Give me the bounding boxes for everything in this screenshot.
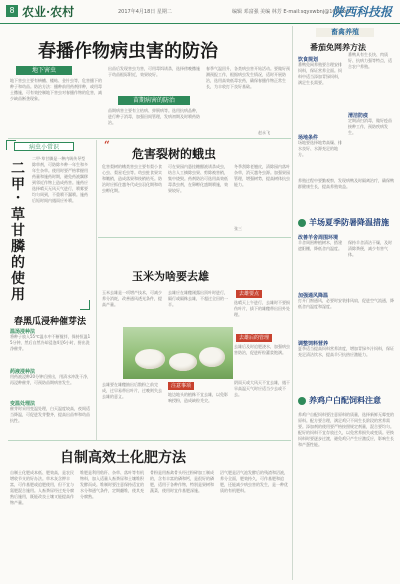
fertilizer-text-1: 自制土化肥成本低、肥效高，是农民增收节支的好办法。草木灰含钾丰富，可作基肥或追肥使用，但不宜与氮肥混合施用。人畜粪尿经过充分腐熟后施用，既能改良土壤又能提高作物产量。 [10,470,74,505]
vertical-title-char: 的 [11,255,25,271]
headline-right-2: 羊场夏季防暑降温措施 [309,218,389,227]
pests-byline: 赵永飞 [258,130,270,135]
corn-text-2: 去雄应在雄穗刚露出顶叶时进行，隔行或隔株去雄，不超过全田的一半。 [168,290,228,307]
right-text-5: 羊舍周围种植树木，搭建遮阳棚，降低舍内温度。 [298,240,342,251]
vertical-title-char: 用 [11,287,25,303]
right-text-8: 夏季适当提高饲料营养浓度，增加青绿多汁饲料，保证充足清洁饮水，提高羊只抗热应激能力。 [298,346,394,357]
right-column-divider [292,26,293,580]
sub-temp-change: 变温处理法 [10,401,36,407]
column-divider [96,140,97,440]
right-text-2: 场地要选择地势高燥、排水良好、水源充足的地方。 [298,140,342,157]
right-text-6: 保持羊舍清洁干燥，及时清除粪便，减少有害气体。 [348,240,392,257]
vertical-title-char: 二 [11,161,25,177]
sub-hygiene: 清洁防疫 [348,113,369,119]
vertical-title-char: 膦 [11,239,25,255]
corn-text-7: 阴雨天或大风天不宜去雄，遇干旱高温天气时应适当少去或不去。 [234,380,290,397]
right-text-1: 番鸭免网养殖要合理安排饲料，保证营养全面。饲料中适当添加青绿饲料，满足生长需要。 [298,62,342,85]
livestock-tag: 畜禽养殖 [316,28,374,37]
fertilizer-text-4: 沼气肥是沼气池发酵后的残渣和沼液，养分全面，肥效持久，可作基肥和追肥，还能减少病虫害的发生，是一种优质的有机肥料。 [220,470,288,493]
editor-line: 编辑 邓富强 美编 林芳 E-mail:sqyxwbnj@163.com [232,9,352,15]
headline-right-3: 养鸡户白配饲料注意 [309,396,381,405]
moth-text-2: 可在果园内悬挂糖醋液诱杀成虫，结合人工摘除虫果、剪除被害梢，集中烧毁。药剂防治可选用高效低毒杀虫剂，在卵孵化盛期喷施，效果较好。 [168,164,228,193]
sub-detassel-points: 去雄要点 [236,290,262,298]
right-text-4: 养殖过程中要勤观察，发现病鸭及时隔离治疗，确保鸭群健康生长，提高养殖效益。 [298,178,394,189]
corn-text-6: 地边地头的植株不宜去雄，以免影响授粉，造成缺粒秃尖。 [168,392,228,403]
heading-bar-chicken [294,394,394,408]
divider-bottom [8,440,291,441]
headline-pests: 春播作物病虫害的防治 [38,41,218,62]
corn-text-3: 选晴天上午进行，去雄时不要损伤叶片，拔下的雄穗带出田外处理。 [234,300,290,317]
sheep-shape [169,353,197,371]
sub-after-care: 去雄后的管理 [236,334,272,342]
pests-text-col1: 地下害虫主要有蛴螬、蝼蛄、金针虫等，危害播下的种子和幼苗。防治方法：播种前用药剂拌种，或用毒土撒施，可有效控制地下害虫对春播作物的危害，减少缺苗断垄现象。 [10,78,102,101]
sub-heading-underground-pests: 地下害虫 [16,66,72,75]
frame-corner [80,300,90,310]
pests-text-col2: 出苗后发现害虫为害，可用毒饵诱杀，选择傍晚撒施于幼苗根际附近，效果较好。 [108,66,200,77]
quote-mark: “ [104,140,110,151]
moth-text-3: 冬季刮除老翘皮，清除园内落叶杂草，消灭越冬虫源。加强果园管理，增强树势，提高树体抗虫能力。 [234,164,290,187]
photo-sheep [123,327,233,379]
bullet-icon [298,397,306,405]
sub-diet: 饮食规划 [298,57,319,63]
headline-melon-seed: 春黑瓜浸种催芽法 [14,317,87,327]
sheep-shape [135,349,165,369]
melon-text-1: 将种子放入55℃温水中不断搅拌，保持恒温15分钟，然后自然冷却浸泡4至6小时，捞出洗净催芽。 [10,334,91,351]
corn-text-5: 去雄要在雄穗抽出后散粉之前完成，过早易带出叶片，过晚则失去去雄的意义。 [102,382,162,399]
melon-text-2: 用药液浸种20分钟后捞出，用清水冲洗干净，再浸种催芽，可预防苗期病害发生。 [10,374,92,385]
sub-warm-soak: 温汤浸种法 [10,329,36,335]
headline-right-1: 番茄免网养方法 [310,42,366,52]
fertilizer-text-3: 骨粉是用畜禽骨头经过粉碎加工制成的，含有丰富的磷和钙，是很好的磷肥，适用于各种作物，特别是果树和蔬菜，使用时宜作基肥深施。 [150,470,214,493]
right-text-9: 养鸡户自配饲料要注意原料的质量，选择新鲜无霉变的原料。配方要合理，满足鸡只不同生长阶段的营养需要。添加剂的使用要严格按照规定剂量，混合要均匀。配好的饲料不宜存放过久，以免营养损失或变质。更换饲料时要逐步过渡，避免鸡只产生应激反应，影响生长和产蛋性能。 [298,412,394,447]
right-text-3: 定期清扫消毒，做好疫苗接种工作，预防疾病发生。 [348,118,392,135]
corn-text-4: 去雄后及时追肥浇水，加强病虫害防治，促进籽粒灌浆饱满。 [234,344,290,355]
pests-text-col4: 春季气温回升，各类病虫害开始活动。要做好预测预报工作，根据病虫发生情况，适时开展防治，选用高效低毒农药，确保春播作物正常生长，为丰收打下良好基础。 [206,66,290,89]
sub-chemical-soak: 药液浸种法 [10,369,36,375]
divider-moth [98,237,291,238]
headline-fertilizer: 自制高效土化肥方法 [60,450,186,466]
moth-byline: 张三 [234,226,242,231]
sub-heading-seedling-disease: 苗期病害的防治 [118,96,190,105]
issue-date: 2017年4月18日 星期二 [118,9,172,15]
vertical-title-char: · [15,190,21,206]
section-title: 农业·农村 [22,5,75,19]
vertical-title-char: 使 [11,271,25,287]
sub-ventilation: 加强通风降温 [298,293,329,299]
right-photo-caption: 番鸭具有生长快、肉质好、抗病力强等特点，适合农户养殖。 [348,52,392,69]
sub-feed: 调整饲料营养 [298,341,329,347]
bullet-icon [298,219,306,227]
page-header [0,0,400,24]
headline-moth: 危害裂树的蛾虫 [132,147,217,161]
tips-text: 二甲·草甘膦是一种内吸传导型除草剂，可防除多种一年生和多年生杂草。使用时要严格掌握用药量和施药时期，避免药液飘移到邻近作物上造成药害。施药应选择晴天无风天气进行，喷雾要均匀周到，不重喷不漏喷。施药后短时间内遇雨应补喷。 [32,156,88,203]
vertical-title-char: 甲 [11,177,25,193]
vertical-title-char: 草 [11,207,25,223]
fertilizer-text-2: 堆肥是利用秸秆、杂草、落叶等有机物料，加入适量人畜粪尿和土壤堆积发酵而成。堆制时要注意保持适宜的水分和通气条件，定期翻堆，使其充分腐熟。 [80,470,144,499]
sub-notes: 注意事项 [168,382,194,390]
corn-text-1: 玉米去雄是一项增产技术，可减少养分消耗，改善通风透光条件，提高产量。 [102,290,162,307]
sub-environment: 改善羊舍周围环境 [298,235,339,241]
sheep-shape [199,347,225,367]
divider-top [8,138,291,139]
right-text-7: 打开门窗通风，必要时安装排风扇，促进空气流通，降低舍内温度和湿度。 [298,298,394,309]
melon-text-3: 催芽时采用变温处理，白天温度较高，夜间适当降温，可促进发芽整齐，提高出苗率和幼苗抗性。 [10,406,90,423]
pests-text-col3: 苗期病害主要有立枯病、猝倒病等。选用抗病品种，进行种子消毒，加强田间管理，发病初期及时喷药防治。 [108,108,200,125]
tips-tag: 病虫小常识 [14,142,74,151]
moth-text-1: 危害梨树的蛾类害虫主要有梨小食心虫、梨星毛虫等。幼虫蛀食果实和嫩梢，造成落果和枝梢枯死。防治时应抓住越冬代成虫羽化期和幼虫孵化期。 [102,164,162,193]
heading-bar-sheep [294,216,394,230]
sub-site: 场地条件 [298,135,319,141]
vertical-title-char: 甘 [11,223,25,239]
headline-corn: 玉米为啥要去雄 [132,270,209,283]
page-number: 8 [6,5,18,17]
masthead: 陕西科技报 [331,5,392,19]
